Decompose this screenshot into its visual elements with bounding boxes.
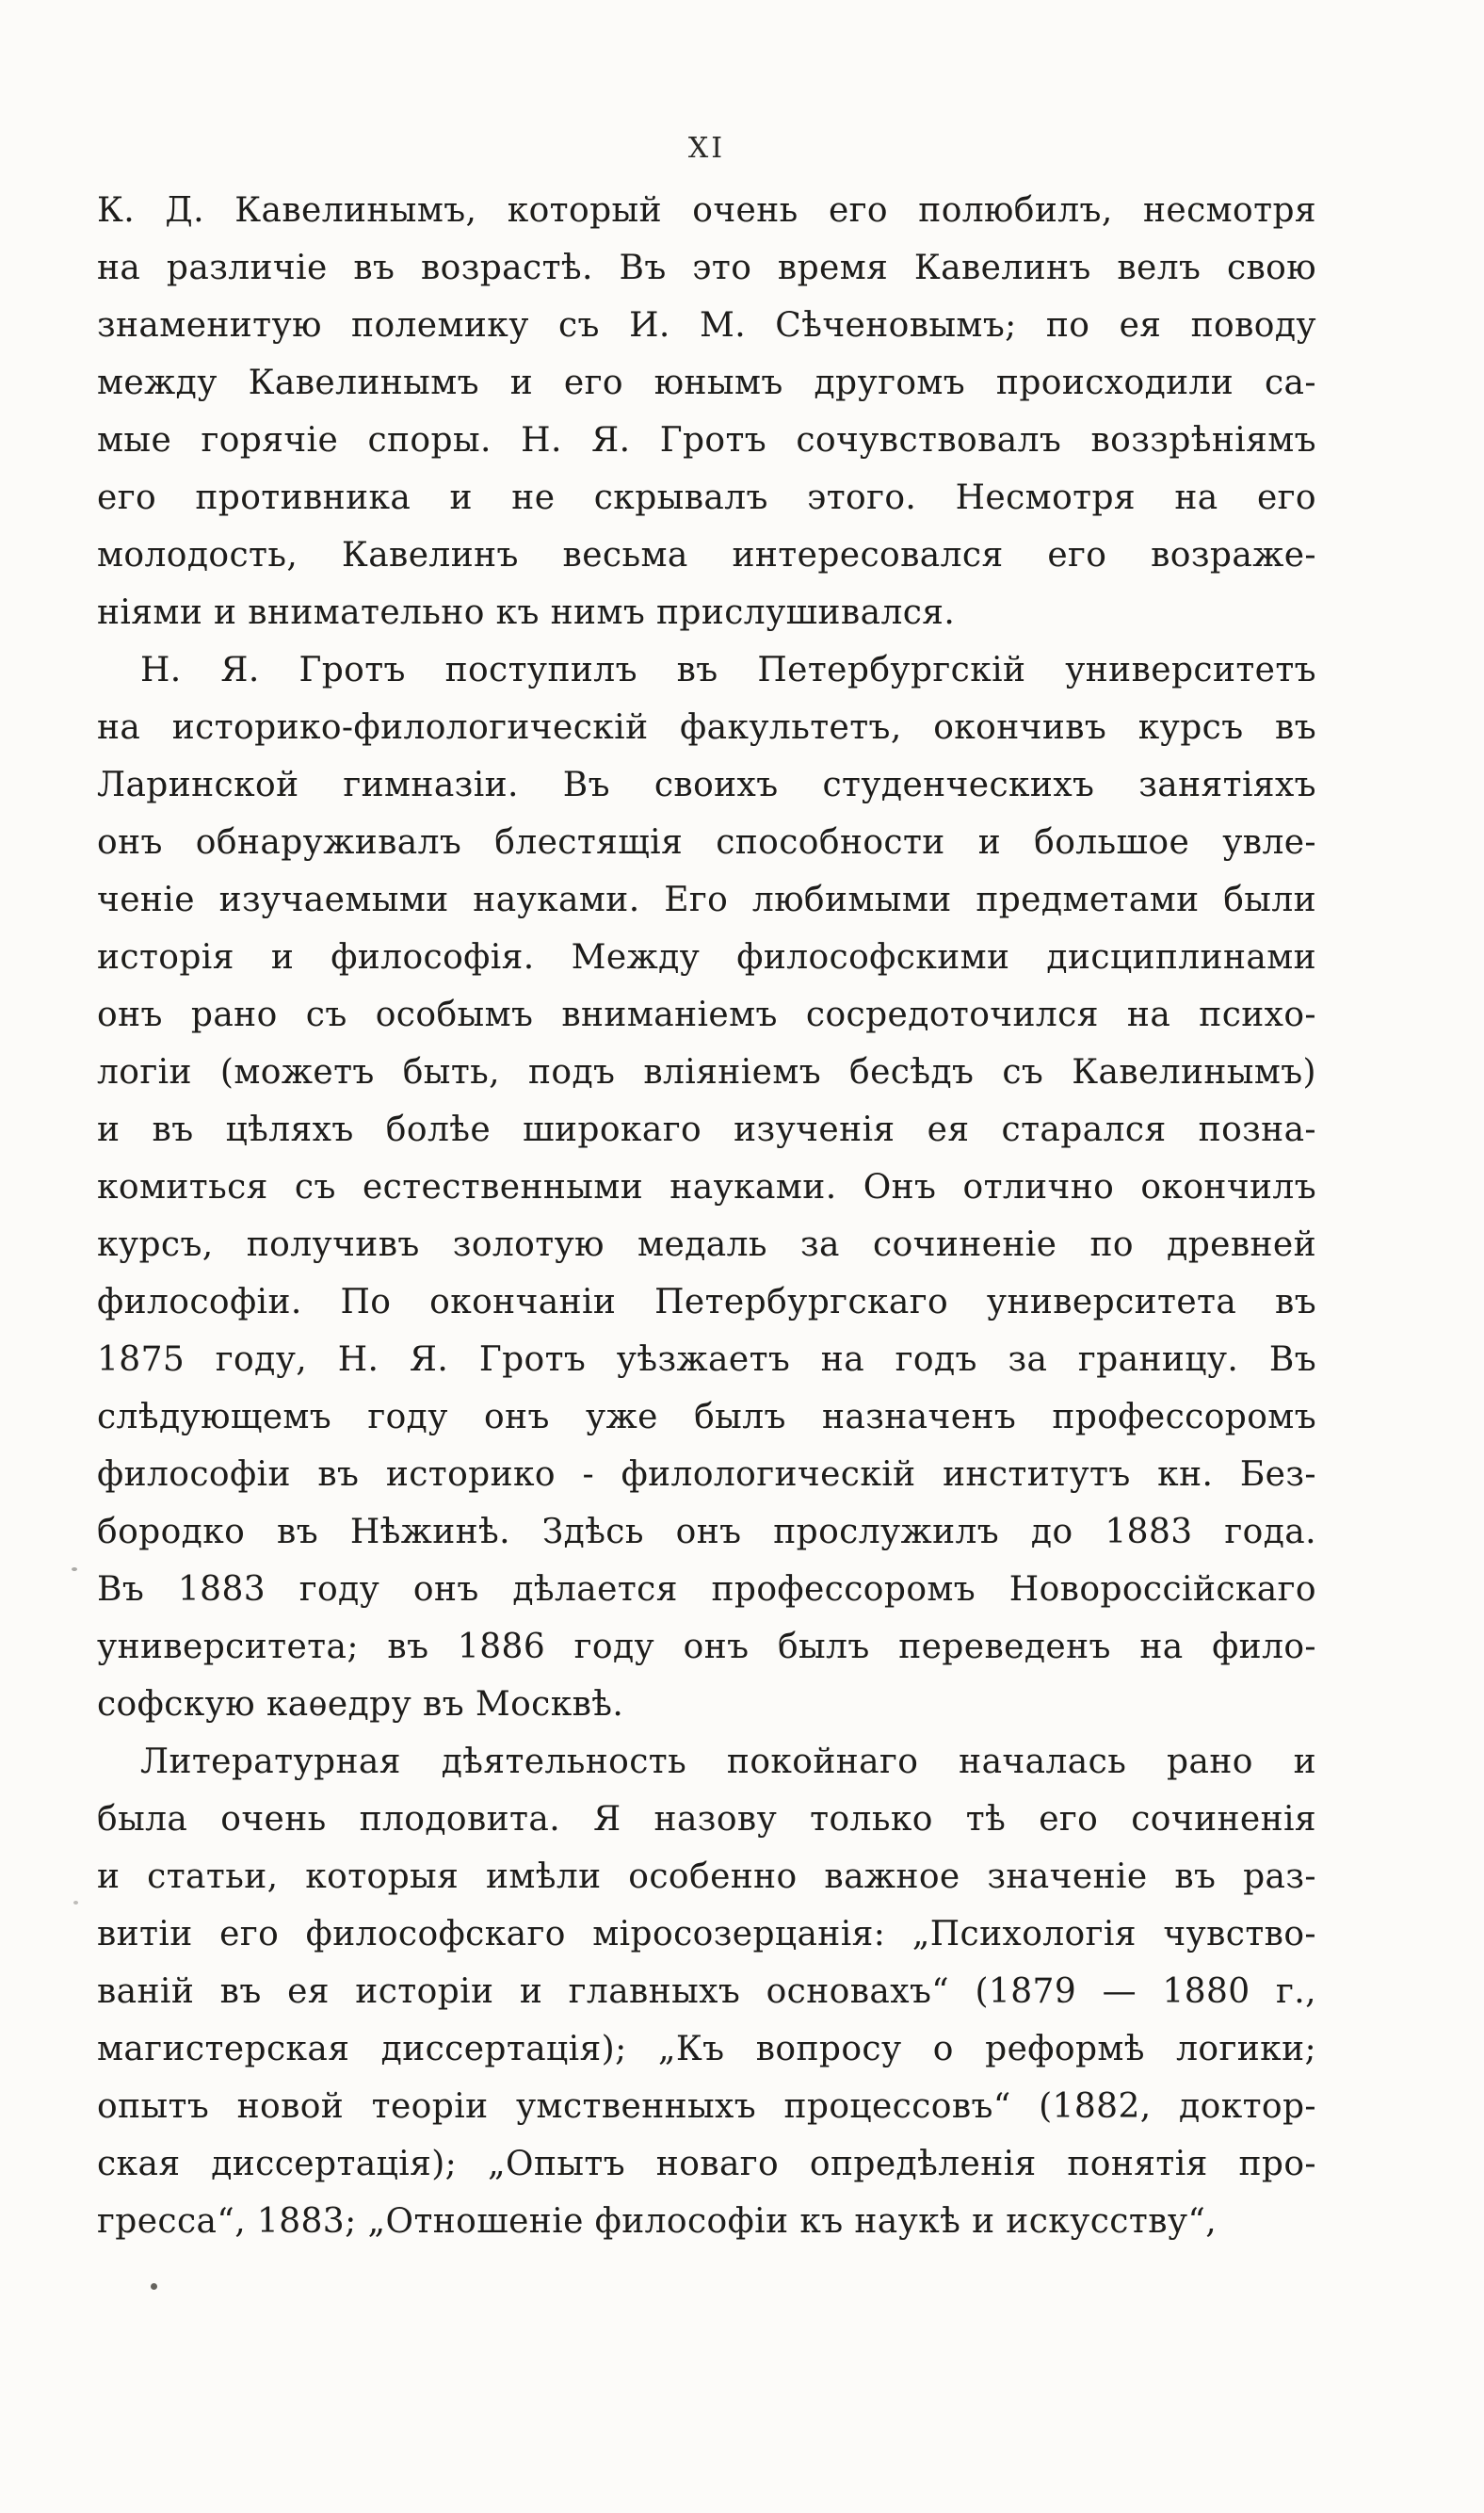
text-line: курсъ, получивъ золотую медаль за сочиненіе по древней <box>97 1225 1316 1264</box>
paragraph <box>97 182 1316 641</box>
scan-speck <box>73 1901 78 1905</box>
text-line: и въ цѣляхъ болѣе широкаго изученія ея старался позна- <box>97 1111 1316 1149</box>
text-line: слѣдующемъ году онъ уже былъ назначенъ профессоромъ <box>97 1398 1316 1436</box>
scan-speck <box>72 1567 77 1571</box>
text-line: онъ рано съ особымъ вниманіемъ сосредоточился на психо- <box>97 996 1316 1034</box>
text-line: философіи въ историко - филологическій институтъ кн. Без- <box>97 1455 1316 1494</box>
text-line: университета; въ 1886 году онъ былъ переведенъ на фило- <box>97 1628 1316 1666</box>
text-line: между Кавелинымъ и его юнымъ другомъ происходили са- <box>97 364 1316 402</box>
text-line: мые горячіе споры. Н. Я. Гротъ сочувствовалъ воззрѣніямъ <box>97 421 1316 460</box>
text-line: ская диссертація); „Опытъ новаго опредѣленія понятія про- <box>97 2145 1316 2183</box>
page-number: XI <box>687 132 726 165</box>
text-line: исторія и философія. Между философскими дисциплинами <box>97 938 1316 977</box>
text-line: ваній въ ея исторіи и главныхъ основахъ“ (1879 — 1880 г., <box>97 1972 1316 2011</box>
text-line: его противника и не скрывалъ этого. Несмотря на его <box>97 478 1316 517</box>
text-line: магистерская диссертація); „Къ вопросу о реформѣ логики; <box>97 2030 1316 2068</box>
text-line: ченіе изучаемыми науками. Его любимыми предметами были <box>97 881 1316 919</box>
paragraph <box>97 641 1316 1733</box>
text-line: была очень плодовита. Я назову только тѣ его сочиненія <box>97 1800 1316 1839</box>
text-line: на историко-филологическій факультетъ, окончивъ курсъ въ <box>97 708 1316 747</box>
text-line: 1875 году, Н. Я. Гротъ уѣзжаетъ на годъ за границу. Въ <box>97 1340 1316 1379</box>
text-line: Въ 1883 году онъ дѣлается профессоромъ Новороссійскаго <box>97 1570 1316 1609</box>
text-line: на различіе въ возрастѣ. Въ это время Кавелинъ велъ свою <box>97 249 1316 287</box>
text-line: софскую каѳедру въ Москвѣ. <box>97 1685 624 1724</box>
text-line: знаменитую полемику съ И. М. Сѣченовымъ; по ея поводу <box>97 306 1316 345</box>
text-line: логіи (можетъ быть, подъ вліяніемъ бесѣдъ съ Кавелинымъ) <box>97 1053 1316 1092</box>
text-line: К. Д. Кавелинымъ, который очень его полюбилъ, несмотря <box>97 191 1316 230</box>
text-line: философіи. По окончаніи Петербургскаго университета въ <box>97 1283 1316 1321</box>
text-line: ніями и внимательно къ нимъ прислушивался. <box>97 593 956 632</box>
text-line: комиться съ естественными науками. Онъ отлично окончилъ <box>97 1168 1316 1207</box>
text-line: молодость, Кавелинъ весьма интересовался его возраже- <box>97 536 1316 575</box>
paragraph <box>97 1733 1316 2250</box>
text-line: и статьи, которыя имѣли особенно важное значеніе въ раз- <box>97 1857 1316 1896</box>
text-line: опытъ новой теоріи умственныхъ процессовъ“ (1882, доктор- <box>97 2087 1316 2126</box>
print-artifact-dot <box>151 2283 157 2290</box>
text-block <box>97 182 1316 2250</box>
text-line: Н. Я. Гротъ поступилъ въ Петербургскій университетъ <box>140 651 1316 689</box>
text-line: онъ обнаруживалъ блестящія способности и большое увле- <box>97 823 1316 862</box>
text-line: витіи его философскаго міросозерцанія: „Психологія чувство- <box>97 1915 1316 1954</box>
text-line: гресса“, 1883; „Отношеніе философіи къ наукѣ и искусству“, <box>97 2202 1218 2241</box>
text-line: бородко въ Нѣжинѣ. Здѣсь онъ прослужилъ до 1883 года. <box>97 1513 1316 1551</box>
text-line: Литературная дѣятельность покойнаго началась рано и <box>140 1743 1316 1781</box>
text-line: Ларинской гимназіи. Въ своихъ студенческихъ занятіяхъ <box>97 766 1316 804</box>
